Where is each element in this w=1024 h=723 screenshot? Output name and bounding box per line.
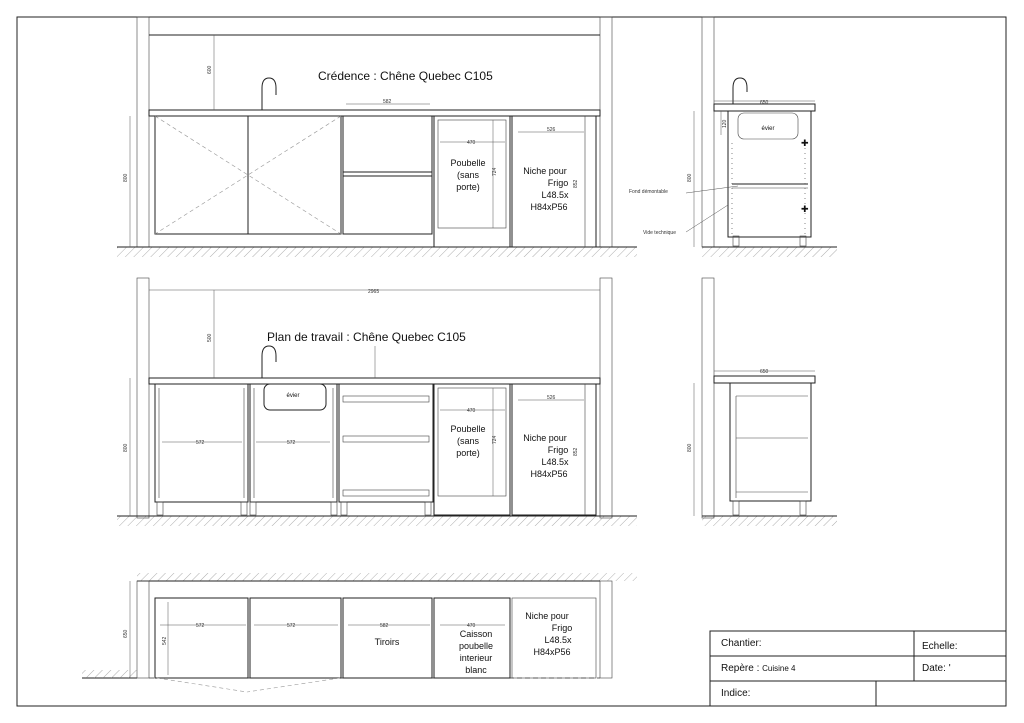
dim-splash-height: 600 xyxy=(207,65,213,74)
side-elevation-top xyxy=(629,17,837,257)
dim-fridge-width: 526 xyxy=(547,395,556,401)
repere-label: Repère : xyxy=(721,663,763,674)
faucet-icon xyxy=(262,346,276,378)
fridge-label-2: Frigo xyxy=(547,178,569,188)
dim-side-depth: 650 xyxy=(760,100,769,106)
fridge-label-1: Niche pour xyxy=(523,166,567,176)
label-technical-void: Vide technique xyxy=(643,230,676,236)
dim-splash-height: 500 xyxy=(207,333,213,342)
dim-trash-width: 470 xyxy=(467,408,476,414)
dim-plan-cabinet-2: 572 xyxy=(287,623,296,629)
fridge-label-3: L48.5x xyxy=(544,635,572,645)
dim-fridge-height: 852 xyxy=(573,447,579,456)
bin-label-3: interieur xyxy=(459,653,493,663)
trash-label-3: porte) xyxy=(456,182,480,192)
echelle-label: Echelle: xyxy=(922,641,958,652)
dim-side-height: 800 xyxy=(687,443,693,452)
dim-total-height: 800 xyxy=(123,173,129,182)
dim-plan-cabinet-1: 572 xyxy=(196,623,205,629)
repere-field xyxy=(721,663,796,674)
date-field xyxy=(922,663,951,674)
hinge-icon: ✚ xyxy=(801,204,809,214)
dim-cabinet-2: 572 xyxy=(287,440,296,446)
worktop-title: Plan de travail : Chêne Quebec C105 xyxy=(267,330,466,344)
dim-trash-height: 724 xyxy=(492,167,498,176)
fridge-label-3: L48.5x xyxy=(541,190,569,200)
fridge-label-1: Niche pour xyxy=(523,433,567,443)
right-wall-hatch xyxy=(600,17,612,247)
trash-label-1: Poubelle xyxy=(450,158,486,168)
fridge-label-1: Niche pour xyxy=(525,611,569,621)
side-elevation-middle xyxy=(687,278,837,526)
dim-fridge-width: 526 xyxy=(547,127,556,133)
dim-plan-depth: 542 xyxy=(162,636,168,645)
fridge-label-4: H84xP56 xyxy=(533,647,571,657)
dim-plan-cabinet-3: 582 xyxy=(380,623,389,629)
fridge-label-3: L48.5x xyxy=(541,457,569,467)
trash-label-3: porte) xyxy=(456,448,480,458)
dim-plan-height: 650 xyxy=(123,629,129,638)
repere-value: Cuisine 4 xyxy=(762,664,796,673)
fridge-label-2: Frigo xyxy=(547,445,569,455)
front-elevation-top xyxy=(117,17,637,257)
sink-brand: évier xyxy=(286,393,300,399)
backsplash-title: Crédence : Chêne Quebec C105 xyxy=(318,69,493,83)
dim-sink: 582 xyxy=(383,99,392,105)
bin-label-2: poubelle xyxy=(458,641,494,651)
front-elevation-middle xyxy=(117,278,637,526)
dim-total-height: 800 xyxy=(123,443,129,452)
hinge-icon: ✚ xyxy=(801,138,809,148)
date-label: Date: xyxy=(922,663,946,674)
bin-label-4: blanc xyxy=(465,665,487,675)
drawers-label: Tiroirs xyxy=(374,637,400,647)
fridge-label-2: Frigo xyxy=(551,623,573,633)
fridge-label-4: H84xP56 xyxy=(530,469,568,479)
fridge-label-4: H84xP56 xyxy=(530,202,568,212)
dim-fridge-height: 852 xyxy=(573,179,579,188)
faucet-icon xyxy=(262,78,276,110)
left-wall-hatch xyxy=(137,17,149,247)
dim-plan-cabinet-4: 470 xyxy=(467,623,476,629)
plan-view-bottom xyxy=(82,573,637,692)
dim-trash-height: 724 xyxy=(492,435,498,444)
bin-label-1: Caisson xyxy=(459,629,493,639)
side-faucet-icon xyxy=(733,78,747,104)
indice-label: Indice: xyxy=(721,688,751,699)
date-value: ' xyxy=(948,663,951,674)
trash-label-2: (sans xyxy=(456,436,480,446)
dim-trash-width: 470 xyxy=(467,140,476,146)
trash-label-2: (sans xyxy=(456,170,480,180)
sink-brand: évier xyxy=(761,126,775,132)
dim-total-length: 2965 xyxy=(368,289,380,295)
dim-cabinet-1: 572 xyxy=(196,440,205,446)
dim-side-splash: 120 xyxy=(722,119,728,128)
trash-label-1: Poubelle xyxy=(450,424,486,434)
floor-hatch xyxy=(117,247,637,257)
chantier-label: Chantier: xyxy=(721,638,762,649)
label-removable-back: Fond démontable xyxy=(629,189,668,195)
dim-side-depth: 650 xyxy=(760,369,769,375)
dim-side-height: 800 xyxy=(687,173,693,182)
